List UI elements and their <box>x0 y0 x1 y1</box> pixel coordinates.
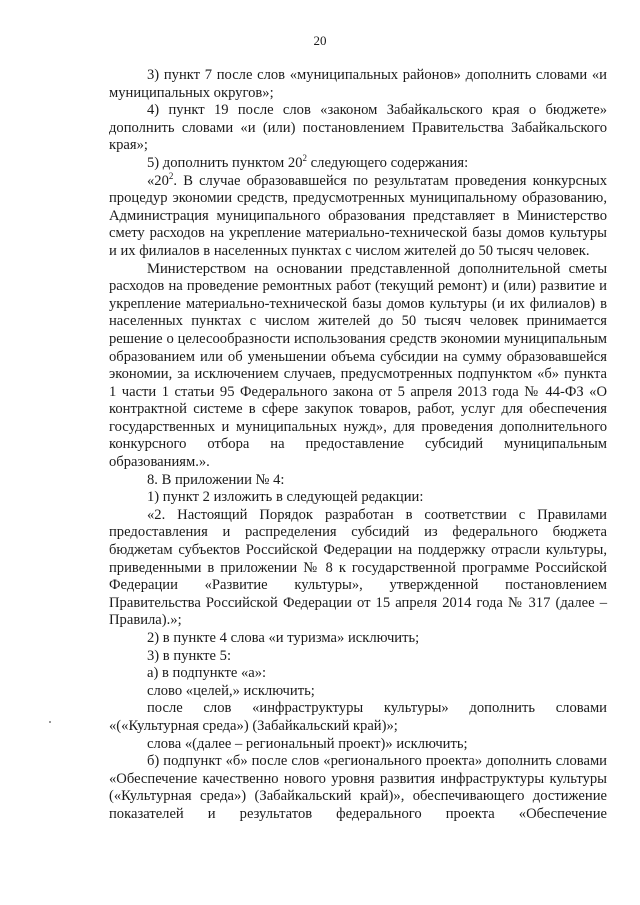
scan-speck <box>49 721 51 723</box>
paragraph-text: следующего содержания: <box>307 154 469 171</box>
paragraph-text: 5) дополнить пунктом 20 <box>147 154 303 171</box>
paragraph-after-words: после слов «инфраструктуры культуры» дополнить словами «(«Культурная среда») (Забайкальский край)»; <box>109 700 607 734</box>
paragraph-words-removal: слова «(далее – региональный проект)» исключить; <box>147 735 468 752</box>
superscript: 2 <box>302 152 308 163</box>
paragraph-item-4: 4) пункт 19 после слов «законом Забайкальского края о бюджете» дополнить словами «и (или) постановлением Правительства Забайкальского края»; <box>109 102 607 154</box>
paragraph-item-5 <box>109 152 607 173</box>
paragraph-subitem-b: б) подпункт «б» после слов «регионального проекта» дополнить словами «Обеспечение качественно нового уровня развития инфраструктуры культуры («Культурная среда») (Забайкальский край)», обеспечивающего достижение показателей и результатов федерального проекта «Обеспечение <box>109 753 607 822</box>
page-number: 20 <box>313 33 327 48</box>
superscript: 2 <box>168 170 174 181</box>
paragraph-word-removal: слово «целей,» исключить; <box>147 682 315 699</box>
paragraph-text: . В случае образовавшейся по результатам проведения конкурсных процедур экономии средств, предусмотренных муниципальному образованию, Администрация муниципального образования представляет в Министерство смету расходов на укрепление материально-технической базы домов культуры и их филиалов в населенных пунктах с числом жителей до 50 тысяч человек. <box>109 172 607 259</box>
paragraph-section-8-item-1: 1) пункт 2 изложить в следующей редакции: <box>147 489 424 506</box>
paragraph-point-20-2 <box>109 170 607 261</box>
document-body <box>109 67 607 824</box>
paragraph-subitem-a: а) в подпункте «а»: <box>147 665 267 682</box>
paragraph-section-8-item-3: 3) в пункте 5: <box>147 647 232 664</box>
paragraph-ministry-decision: Министерством на основании представленной дополнительной сметы расходов на проведение ремонтных работ (текущий ремонт) и (или) развитие и укрепление материально-технической базы домов культуры (и их филиалов) в населенных пунктах с числом жителей до 50 тысяч человек принимается решение о целесообразности использования средств экономии муниципальным образованием или об уменьшении объема субсидии на сумму образовавшейся экономии, за исключением случаев, предусмотренных подпунктом «б» пункта 1 части 1 статьи 95 Федерального закона от 5 апреля 2013 года № 44-ФЗ «О контрактной системе в сфере закупок товаров, работ, услуг для обеспечения государственных и муниципальных нужд», для проведения дополнительного конкурсного отбора на предоставление субсидий муниципальным образованиям.». <box>109 260 607 471</box>
paragraph-section-8: 8. В приложении № 4: <box>147 471 285 488</box>
paragraph-item-3: 3) пункт 7 после слов «муниципальных районов» дополнить словами «и муниципальных округов»; <box>109 67 607 101</box>
paragraph-text: «20 <box>147 172 169 189</box>
paragraph-section-8-item-2: 2) в пункте 4 слова «и туризма» исключить; <box>147 630 420 646</box>
paragraph-point-2-text: «2. Настоящий Порядок разработан в соответствии с Правилами предоставления и распределения субсидий из федерального бюджета бюджетам субъектов Российской Федерации на поддержку отрасли культуры, приведенными в приложении № 8 к государственной программе Российской Федерации «Развитие культуры», утвержденной постановлением Правительства Российской Федерации от 15 апреля 2014 года № 317 (далее – Правила).»; <box>109 506 607 629</box>
